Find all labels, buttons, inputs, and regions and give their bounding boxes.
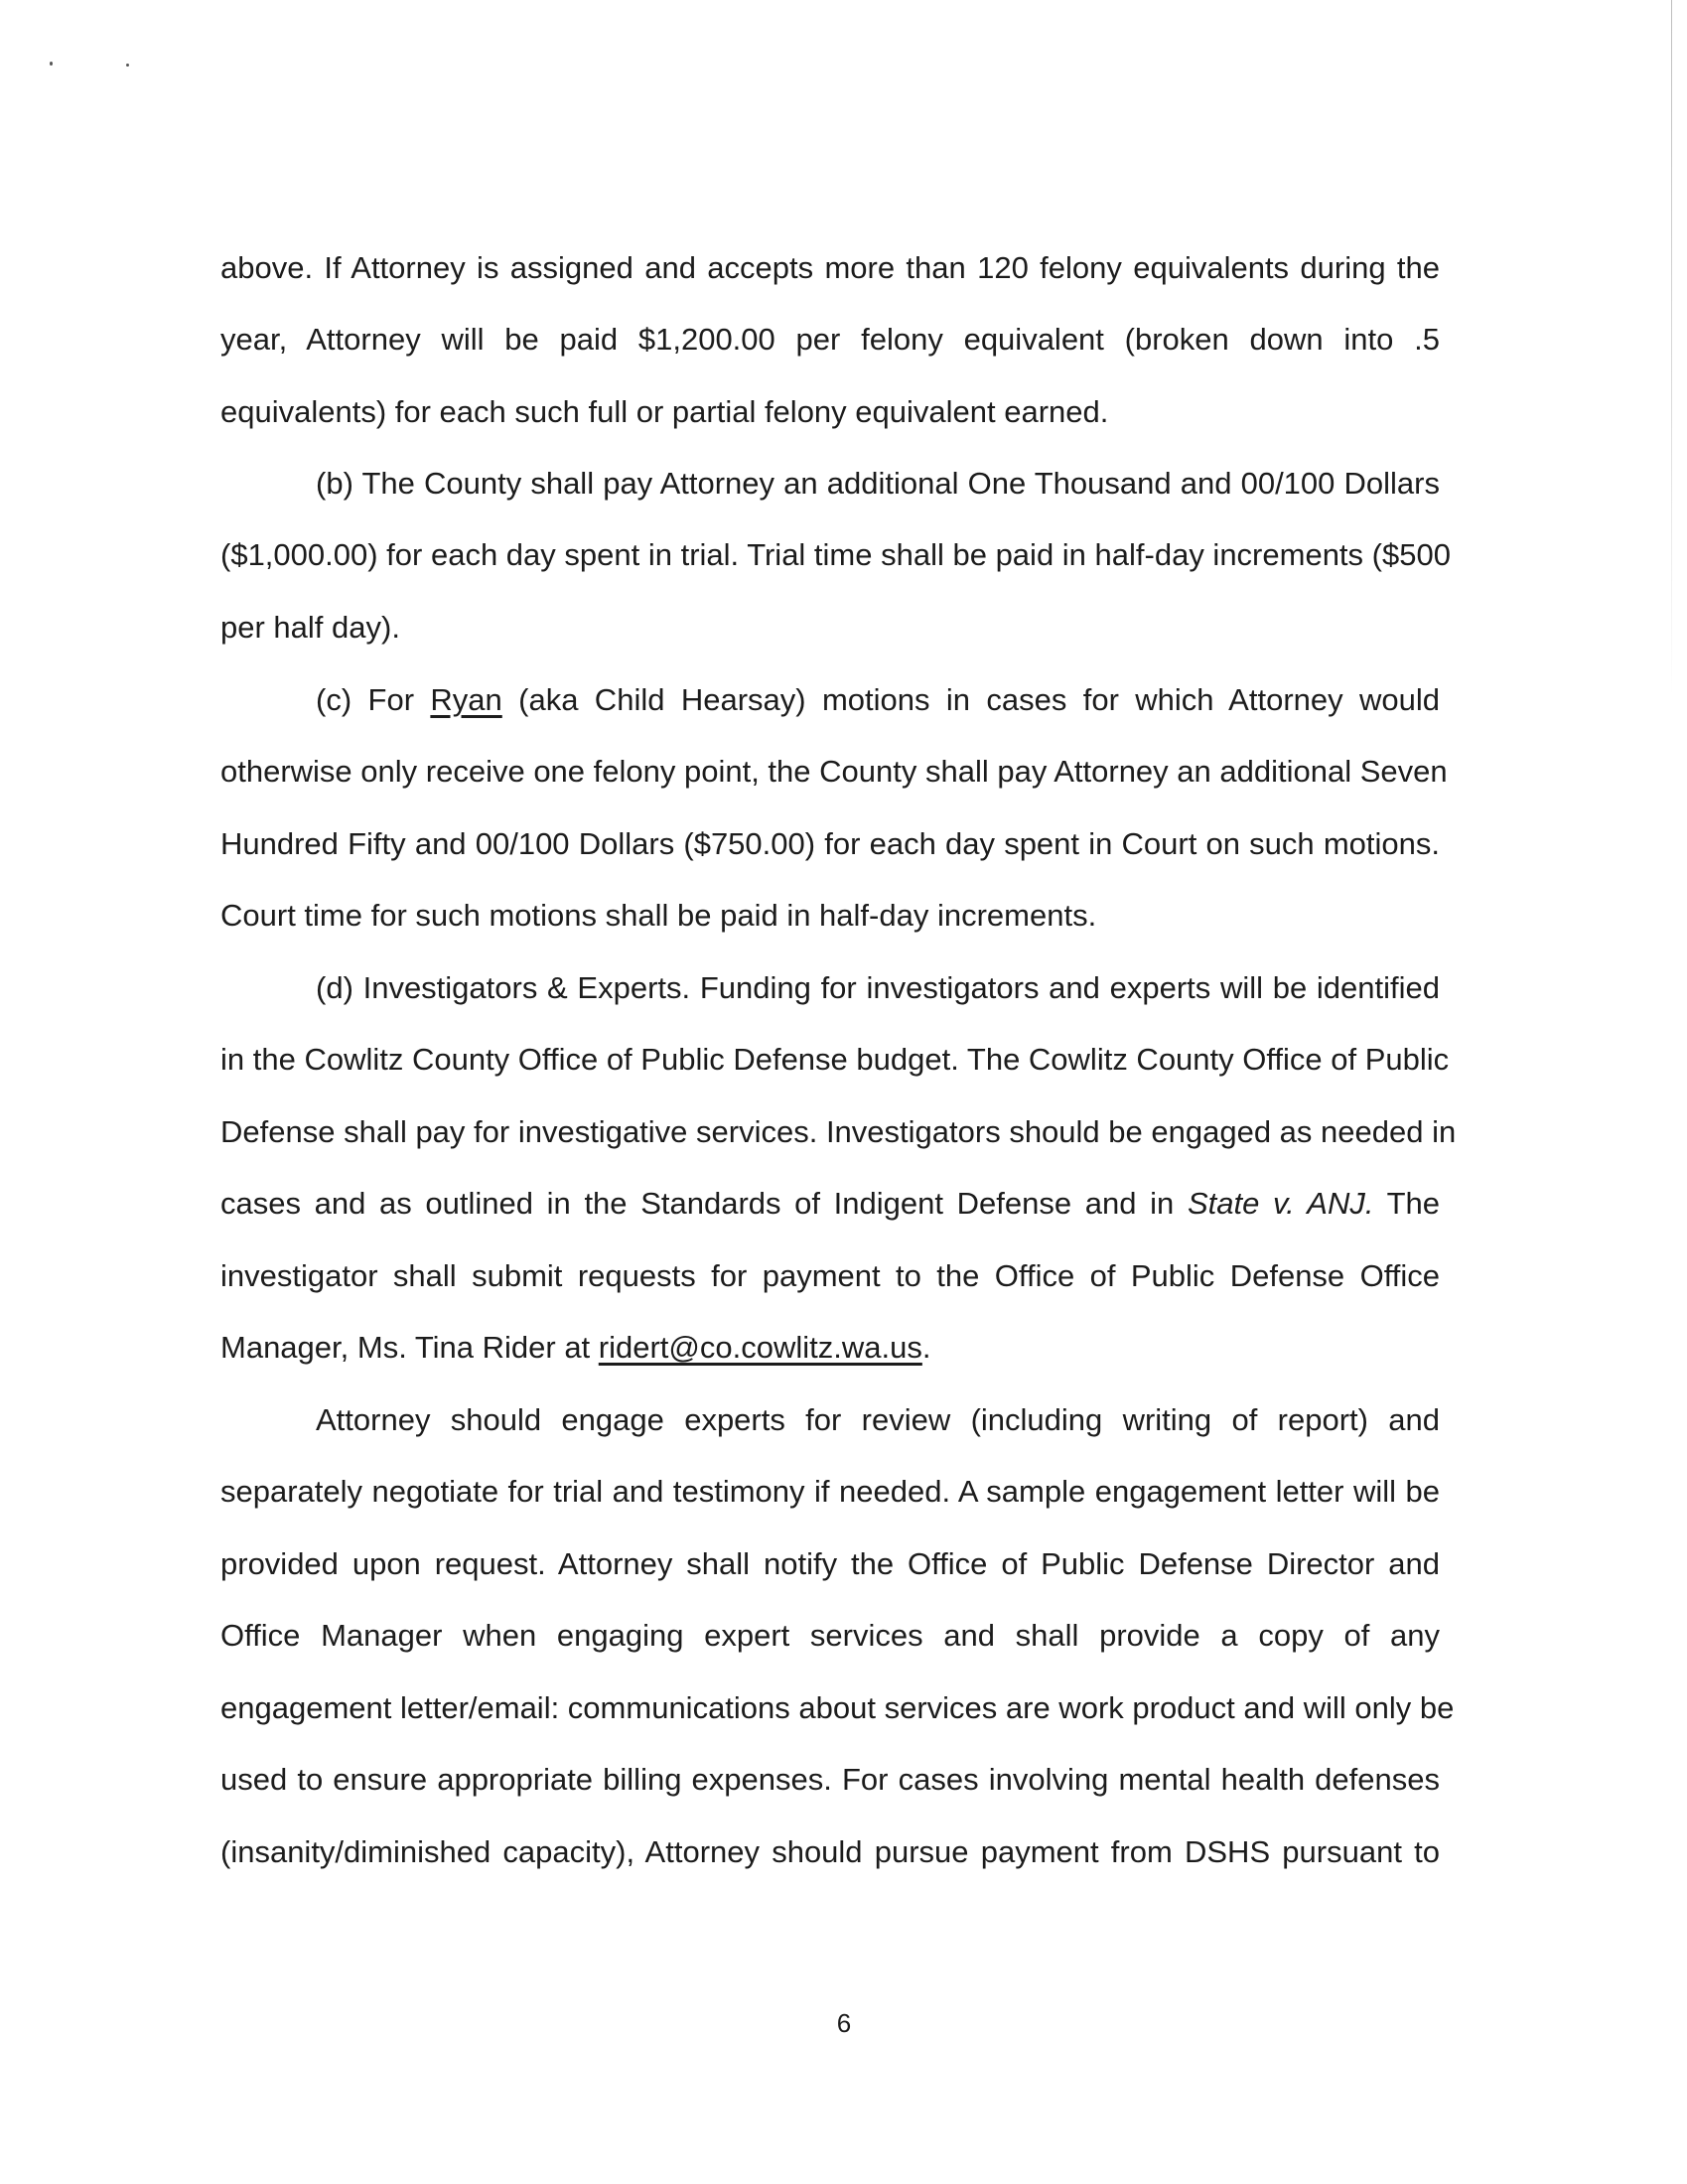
text-run: (d) Investigators & Experts. Funding for investigators and experts will be identified	[316, 970, 1440, 1005]
text-run: Attorney should engage experts for review (including writing of report) and	[316, 1402, 1440, 1437]
text-run: Hundred Fifty and 00/100 Dollars ($750.00) for each day spent in Court on such motions.	[220, 826, 1440, 861]
text-run: (aka Child Hearsay) motions in cases for which Attorney would	[501, 682, 1440, 717]
text-run: investigator shall submit requests for payment to the Office of Public Defense Office	[220, 1258, 1440, 1293]
text-run: provided upon request. Attorney shall notify the Office of Public Defense Director and	[220, 1546, 1440, 1581]
text-run: equivalents) for each such full or partial felony equivalent earned.	[220, 394, 1109, 429]
text-run: The	[1373, 1186, 1440, 1221]
text-run: separately negotiate for trial and testimony if needed. A sample engagement letter will be	[220, 1474, 1440, 1509]
text-line	[220, 608, 1440, 648]
text-line	[220, 1544, 1440, 1584]
text-line	[220, 535, 1451, 575]
scan-edge-line	[1671, 0, 1672, 695]
page-number: 6	[836, 2008, 852, 2038]
scan-speck	[126, 64, 129, 67]
text-line	[220, 392, 1440, 432]
text-line	[220, 1040, 1450, 1080]
paragraph-experts-first-line	[316, 1400, 1440, 1440]
paragraph-b-first-line	[316, 464, 1440, 504]
text-line	[220, 1760, 1440, 1800]
case-name-ryan: Ryan	[430, 682, 502, 717]
text-line	[220, 1688, 1455, 1728]
text-run: otherwise only receive one felony point, the County shall pay Attorney an additional Seven	[220, 754, 1448, 789]
text-line	[220, 320, 1440, 360]
scan-speck	[50, 62, 53, 66]
text-run: Manager, Ms. Tina Rider at	[220, 1330, 599, 1365]
text-run: Court time for such motions shall be paid in half-day increments.	[220, 898, 1097, 933]
text-run: in the Cowlitz County Office of Public Defense budget. The Cowlitz County Office of Public	[220, 1042, 1450, 1077]
text-line	[220, 1184, 1440, 1224]
paragraph-c-first-line	[316, 680, 1440, 720]
text-line	[220, 752, 1448, 792]
email-link[interactable]: ridert@co.cowlitz.wa.us	[598, 1330, 922, 1365]
text-run: Defense shall pay for investigative services. Investigators should be engaged as needed in	[220, 1114, 1457, 1149]
text-run: above. If Attorney is assigned and accepts more than 120 felony equivalents during the	[220, 250, 1440, 285]
text-line	[220, 1832, 1440, 1872]
text-line	[220, 1112, 1457, 1152]
text-run: engagement letter/email: communications about services are work product and will only be	[220, 1690, 1455, 1725]
text-run: (c) For	[316, 682, 431, 717]
text-run: per half day).	[220, 610, 400, 645]
text-line	[220, 1616, 1440, 1656]
text-run: ($1,000.00) for each day spent in trial. Trial time shall be paid in half-day increments ($500	[220, 537, 1451, 572]
text-run: year, Attorney will be paid $1,200.00 per felony equivalent (broken down into .5	[220, 322, 1440, 357]
text-line	[220, 1472, 1440, 1512]
case-name-state-v-anj: State v. ANJ.	[1187, 1186, 1374, 1221]
text-run: cases and as outlined in the Standards of Indigent Defense and in	[220, 1186, 1188, 1221]
text-run: .	[921, 1330, 931, 1365]
text-line	[220, 1256, 1440, 1296]
text-line	[220, 824, 1440, 864]
text-line	[220, 896, 1440, 936]
paragraph-d-first-line	[316, 968, 1440, 1008]
text-line	[220, 248, 1440, 288]
text-run: Office Manager when engaging expert services and shall provide a copy of any	[220, 1618, 1440, 1653]
text-run: (insanity/diminished capacity), Attorney should pursue payment from DSHS pursuant to	[220, 1834, 1440, 1869]
text-run: used to ensure appropriate billing expenses. For cases involving mental health defenses	[220, 1762, 1440, 1797]
text-run: (b) The County shall pay Attorney an additional One Thousand and 00/100 Dollars	[316, 466, 1440, 501]
text-line	[220, 1328, 1440, 1368]
